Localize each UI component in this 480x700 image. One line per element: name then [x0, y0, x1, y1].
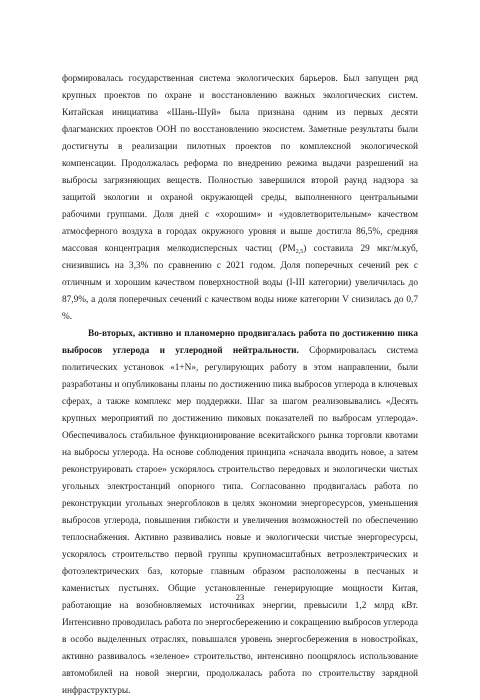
paragraph-ecology: [62, 71, 418, 326]
page-number: 23: [235, 592, 245, 602]
body-text: [62, 71, 418, 700]
pm-subscript: 2,5: [295, 249, 304, 255]
paragraph-ecology-text-1: формировалась государственная система экологических барьеров. Был запущен ряд крупных проектов по охране и восстановлению важных экологических систем. Китайская инициатива «Шань-Шуй» была признана одним из первых десяти флагманских проектов ООН по восстановлению экосистем. Заметные результаты были достигнуты в реализации пилотных проектов по комплексной экологической компенсации. Продолжалась реформа по внедрению режима выдачи разрешений на выбросы загрязняющих веществ. Полностью завершился второй раунд надзора за защитой экологии и охраной окружающей среды, выполненного центральными рабочими группами. Доля дней с «хорошим» и «удовлетворительным» качеством атмосферного воздуха в городах окружного уровня и выше достигла 86,5%, средняя массовая концентрация мелкодисперсных частиц (PM: [62, 74, 418, 254]
paragraph-carbon: [62, 326, 418, 700]
paragraph-carbon-text: Сформировалась система политических установок «1+N», регулирующих работу в этом направлении, были разработаны и опубликованы планы по достижению пика выбросов углерода в ключевых сферах, а также комплекс мер поддержки. Шаг за шагом реализовывались «Десять крупных мероприятий по достижению пиковых показателей по выбросам углерода». Обеспечивалось стабильное функционирование всекитайского рынка торговли квотами на выбросы углерода. На основе соблюдения принципа «сначала вводить новое, а затем реконструировать старое» ускорялось строительство передовых и экологически чистых угольных электростанций опорного типа. Согласованно продвигалась работа по реконструкции угольных энергоблоков в целях экономии энергоресурсов, уменьшения выбросов углерода, повышения гибкости и увеличения возможностей по обеспечению теплоснабжения. Активно развивались новые и экологически чистые энергоресурсы, ускорялось строительство первой группы крупномасштабных ветроэлектрических и фотоэлектрических баз, которые главным образом расположены в песчаных и каменистых пустынях. Общие установленные генерирующие мощности Китая, работающие на возобновляемых источниках энергии, превысили 1,2 млрд кВт. Интенсивно проводилась работа по энергосбережению и сокращению выбросов углерода в особо выделенных отраслях, повышался уровень энергосбережения в новостройках, активно развивалось «зеленое» строительство, интенсивно поощрялось использование автомобилей на новой энергии, продолжалась работа по строительству зарядной инфраструктуры.: [62, 346, 418, 696]
paragraph-ecology-text-2: ) составила 29 мкг/м.куб, снизившись на 3,3% по сравнению с 2021 годом. Доля поперечных сечений рек с отличным и хорошим качеством поверхностной воды (I-III категории) увеличилась до 87,9%, а доля поперечных сечений с качеством воды ниже категории V снизилась до 0,7 %.: [62, 244, 418, 322]
paragraph-carbon-heading: Во-вторых, активно и планомерно продвигалась работа по достижению пика выбросов углерода и углеродной нейтральности.: [62, 329, 418, 356]
